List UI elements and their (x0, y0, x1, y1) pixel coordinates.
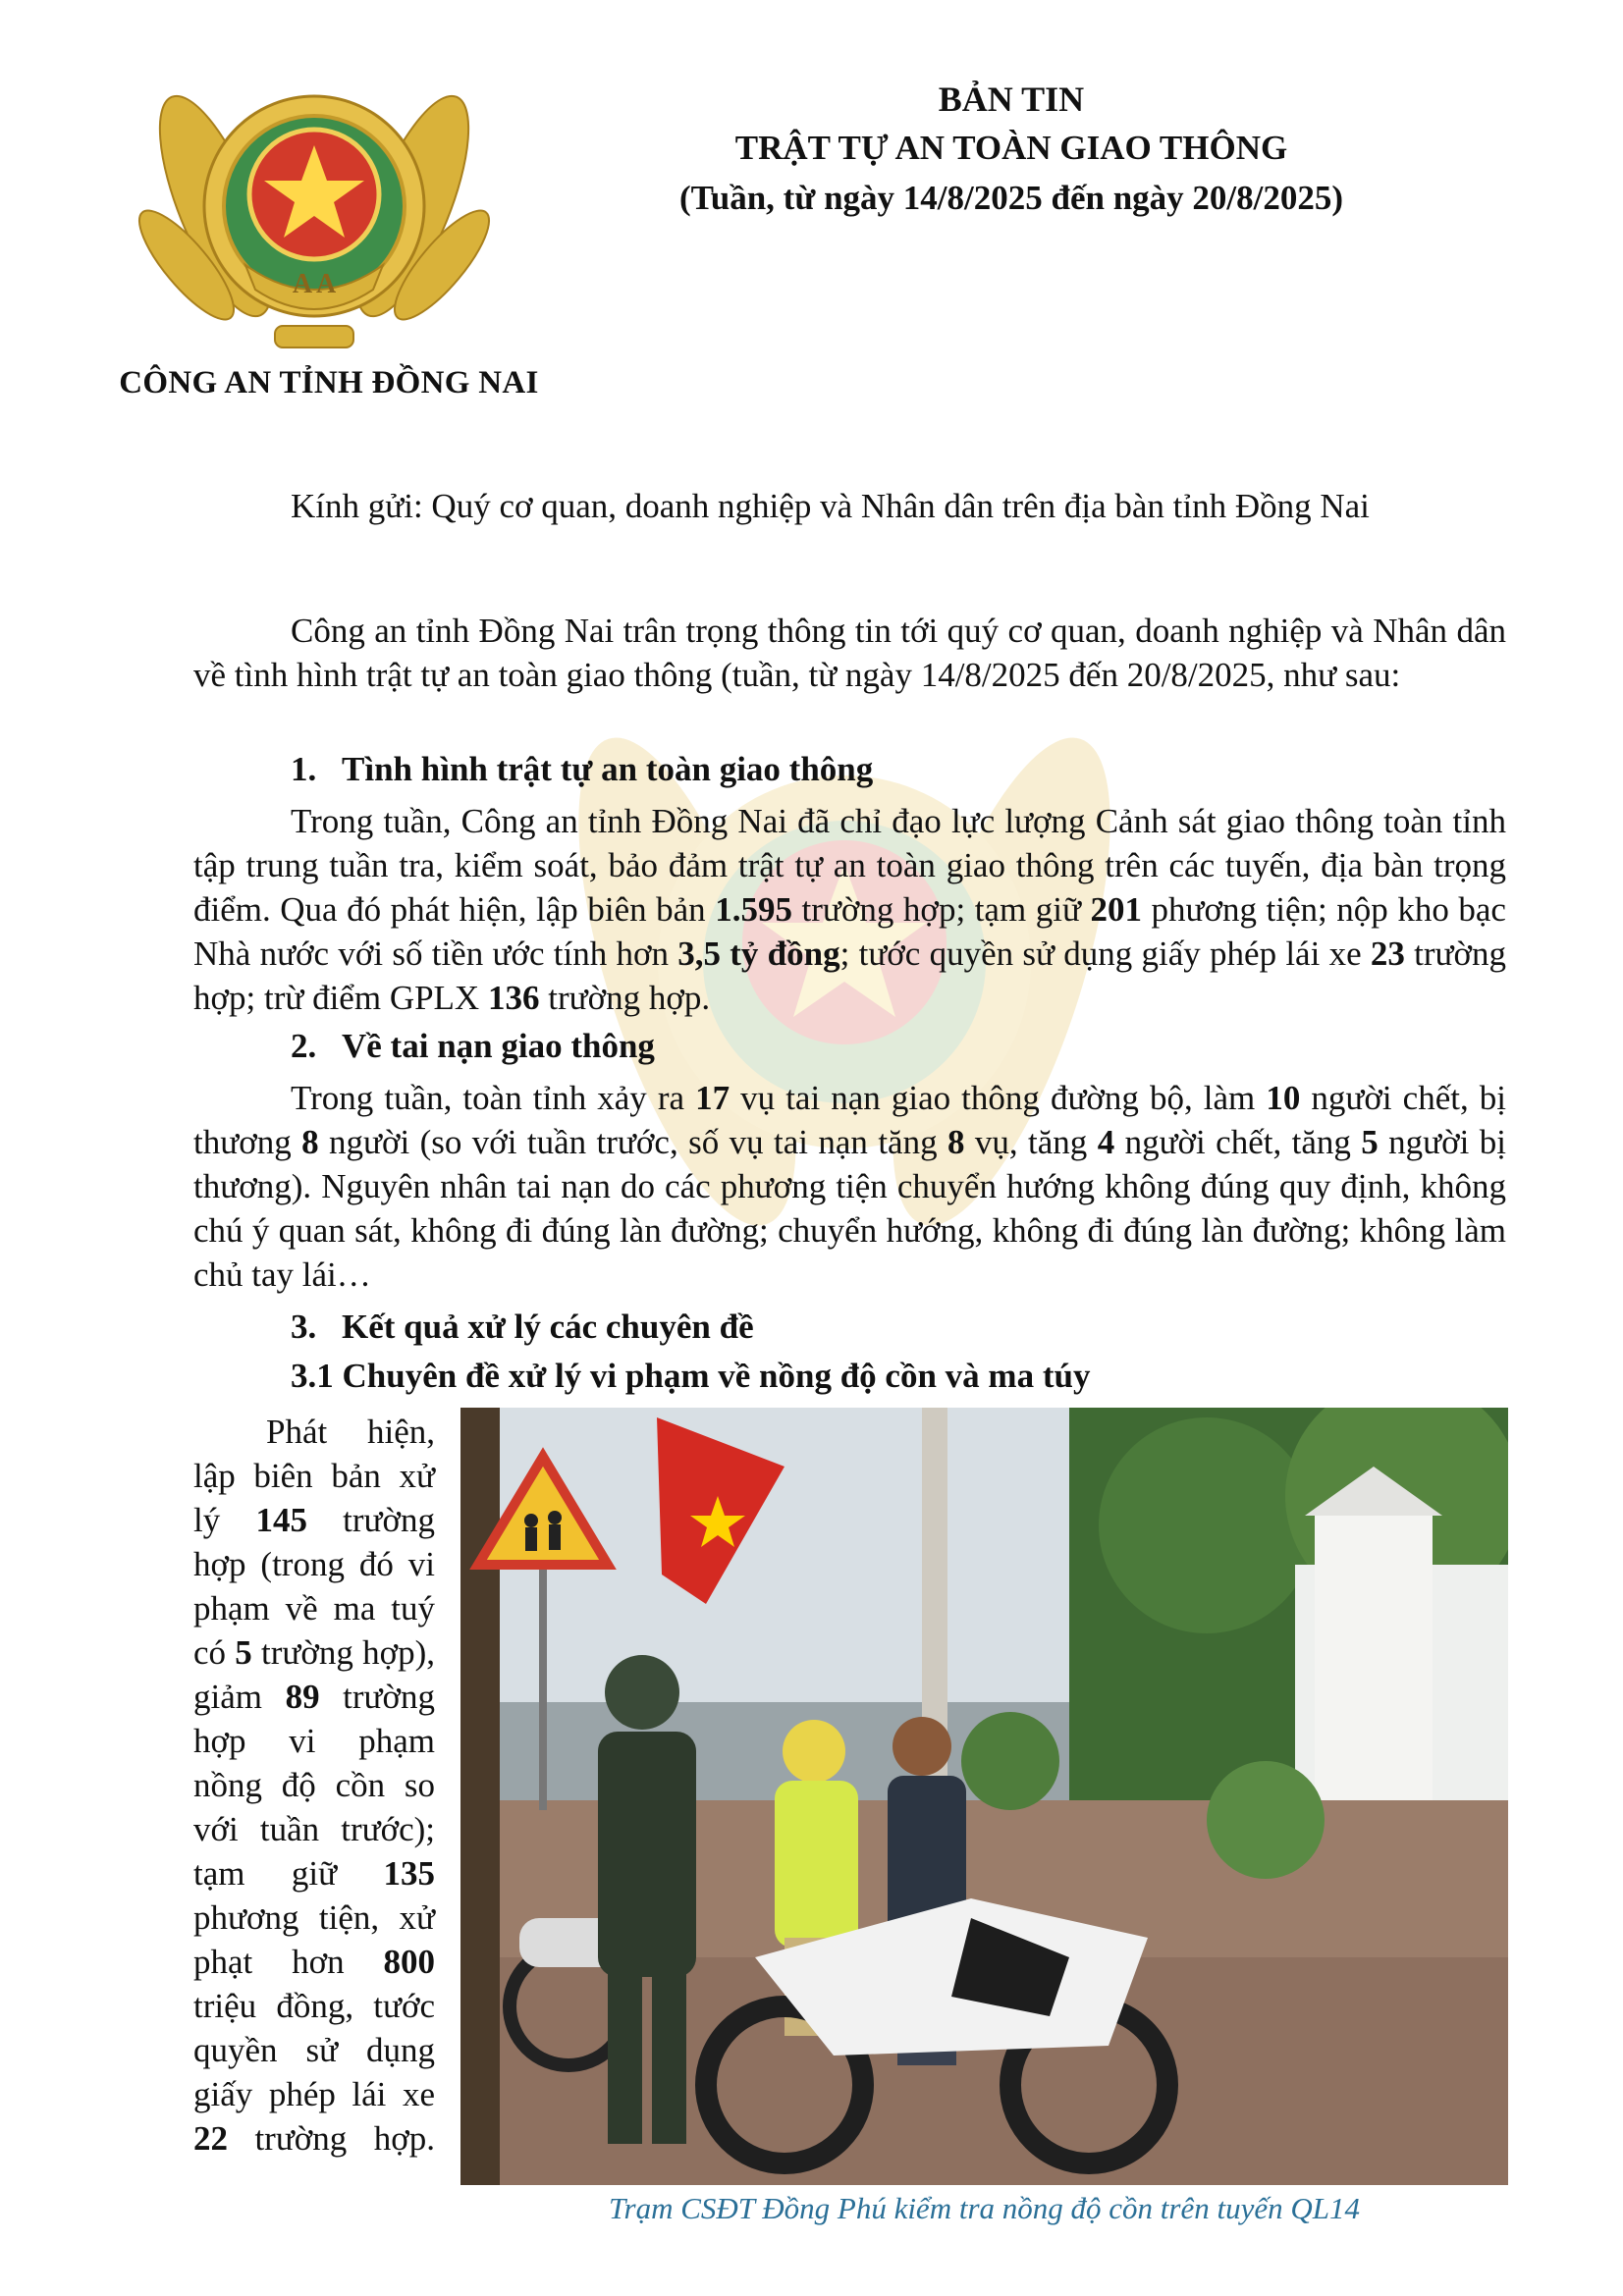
section-number: 2. (291, 1027, 317, 1065)
section-title: Về tai nạn giao thông (342, 1027, 655, 1065)
salutation: Kính gửi: Quý cơ quan, doanh nghiệp và Nhân dân trên địa bàn tỉnh Đồng Nai (291, 487, 1370, 525)
section-1-heading (291, 750, 873, 789)
section-1-paragraph: Trong tuần, Công an tỉnh Đồng Nai đã chỉ đạo lực lượng Cảnh sát giao thông toàn tỉnh tập trung tuần tra, kiểm soát, bảo đảm trật tự an toàn giao thông trên các tuyến, địa bàn trọng điểm. Qua đó phát hiện, lập biên bản 1.595 trường hợp; tạm giữ 201 phương tiện; nộp kho bạc Nhà nước với số tiền ước tính hơn 3,5 tỷ đồng; tước quyền sử dụng giấy phép lái xe 23 trường hợp; trừ điểm GPLX 136 trường hợp. (193, 802, 1506, 1017)
section-3-1-heading: 3.1 Chuyên đề xử lý vi phạm về nồng độ cồn và ma túy (291, 1357, 1091, 1395)
section-title: Tình hình trật tự an toàn giao thông (342, 750, 874, 788)
agency-name: CÔNG AN TỈNH ĐỒNG NAI (119, 365, 539, 400)
section-3-heading (291, 1308, 754, 1347)
intro-paragraph: Công an tỉnh Đồng Nai trân trọng thông tin tới quý cơ quan, doanh nghiệp và Nhân dân về tình hình trật tự an toàn giao thông (tuần, từ ngày 14/8/2025 đến 20/8/2025, như sau: (193, 612, 1506, 694)
section-title: Kết quả xử lý các chuyên đề (342, 1308, 754, 1346)
bulletin-title: BẢN TIN (938, 80, 1085, 119)
checkpoint-photo (460, 1408, 1508, 2185)
section-3-1-paragraph: Phát hiện, lập biên bản xử lý 145 trường hợp (trong đó vi phạm về ma tuý có 5 trường hợp), giảm 89 trường hợp vi phạm nồng độ cồn so với tuần trước); tạm giữ 135 phương tiện, xử phạt hơn 800 triệu đồng, tước quyền sử dụng giấy phép lái xe 22 trường hợp. (193, 1413, 435, 2158)
section-number: 1. (291, 750, 317, 788)
photo-caption: Trạm CSĐT Đồng Phú kiểm tra nồng độ cồn trên tuyến QL14 (609, 2191, 1360, 2225)
section-number: 3. (291, 1308, 317, 1346)
section-2-paragraph: Trong tuần, toàn tỉnh xảy ra 17 vụ tai nạn giao thông đường bộ, làm 10 người chết, bị thương 8 người (so với tuần trước, số vụ tai nạn tăng 8 vụ, tăng 4 người chết, tăng 5 người bị thương). Nguyên nhân tai nạn do các phương tiện chuyển hướng không đúng quy định, không chú ý quan sát, không đi đúng làn đường; chuyển hướng, không đi đúng làn đường; không làm chủ tay lái… (193, 1079, 1506, 1294)
police-emblem-icon (128, 69, 501, 373)
bulletin-period: (Tuần, từ ngày 14/8/2025 đến ngày 20/8/2025) (678, 179, 1344, 217)
bulletin-subtitle: TRẬT TỰ AN TOÀN GIAO THÔNG (734, 129, 1288, 167)
section-2-heading (291, 1027, 655, 1066)
svg-text:A A: A A (292, 269, 337, 299)
